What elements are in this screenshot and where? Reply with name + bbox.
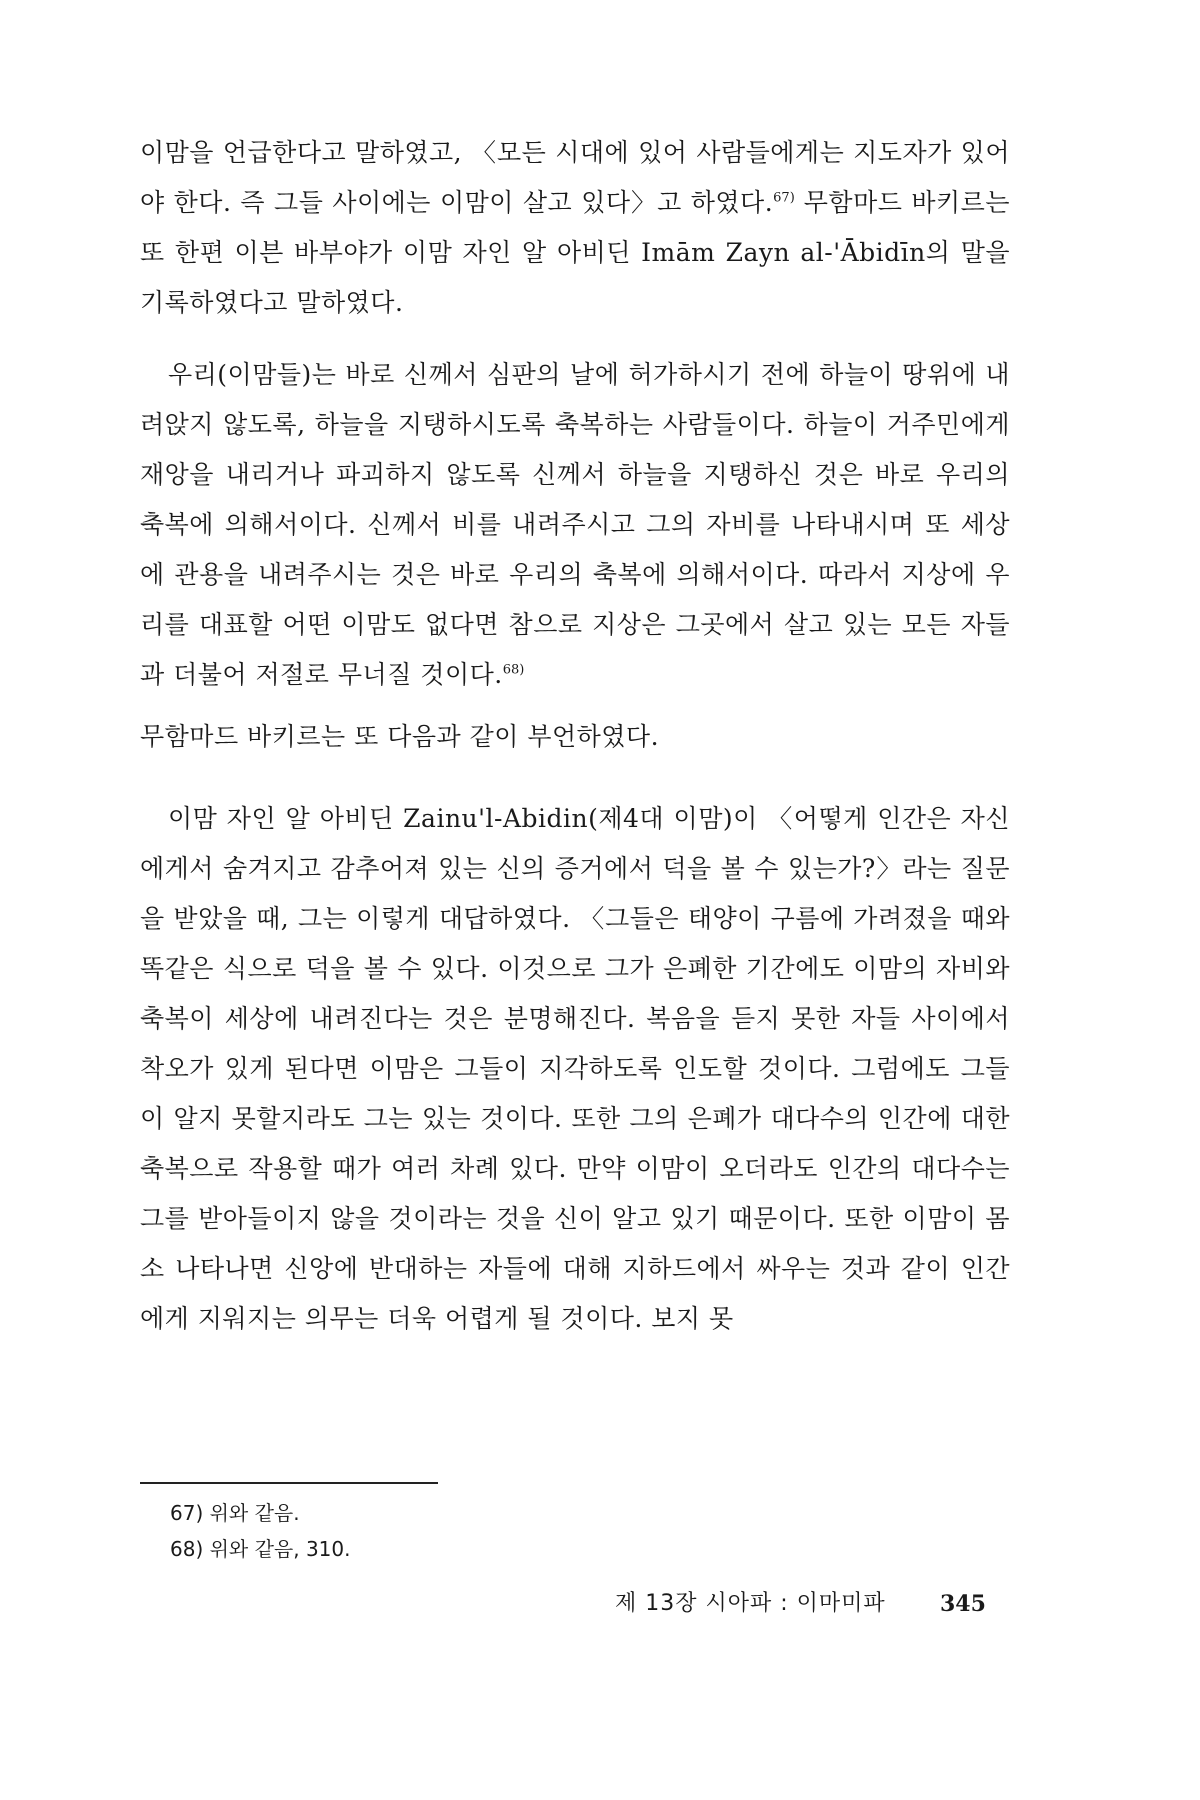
footnote-68: 68) 위와 같음, 310. [170,1537,351,1561]
footnote-ref-68: 68) [502,662,525,678]
footnote-divider [140,1482,438,1484]
paragraph-3 [140,712,1010,762]
paragraph-1-text-after: 무함마드 바키르는 또 한편 이븐 바부야가 이맘 자인 알 아비딘 Imām Zayn al-'Ābidīn의 말을 기록하였다고 말하였다. [140,188,1010,317]
paragraph-2-quote [140,350,1010,700]
paragraph-4-text: 이맘 자인 알 아비딘 Zainu'l-Abidin(제4대 이맘)이 〈어떻게 인간은 자신에게서 숨겨지고 감추어져 있는 신의 증거에서 덕을 볼 수 있는가?〉라는 질문을 받았을 때, 그는 이렇게 대답하였다. 〈그들은 태양이 구름에 가려졌을 때와 똑같은 식으로 덕을 볼 수 있다. 이것으로 그가 은폐한 기간에도 이맘의 자비와 축복이 세상에 내려진다는 것은 분명해진다. 복음을 듣지 못한 자들 사이에서 착오가 있게 된다면 이맘은 그들이 지각하도록 인도할 것이다. 그럼에도 그들이 알지 못할지라도 그는 있는 것이다. 또한 그의 은폐가 대다수의 인간에 대한 축복으로 작용할 때가 여러 차례 있다. 만약 이맘이 오더라도 인간의 대다수는 그를 받아들이지 않을 것이라는 것을 신이 알고 있기 때문이다. 또한 이맘이 몸소 나타나면 신앙에 반대하는 자들에 대해 지하드에서 싸우는 것과 같이 인간에게 지워지는 의무는 더욱 어렵게 될 것이다. 보지 못 [140,804,1010,1333]
footnote-ref-67: 67) [773,190,795,206]
paragraph-3-text: 무함마드 바키르는 또 다음과 같이 부언하였다. [140,722,660,751]
paragraph-4-quote [140,794,1010,1344]
paragraph-1-text: 이맘을 언급한다고 말하였고, 〈모든 시대에 있어 사람들에게는 지도자가 있어야 한다. 즉 그들 사이에는 이맘이 살고 있다〉고 하였다. [140,138,1010,217]
paragraph-2-text: 우리(이맘들)는 바로 신께서 심판의 날에 허가하시기 전에 하늘이 땅위에 내려앉지 않도록, 하늘을 지탱하시도록 축복하는 사람들이다. 하늘이 거주민에게 재앙을 내리거나 파괴하지 않도록 신께서 하늘을 지탱하신 것은 바로 우리의 축복에 의해서이다. 신께서 비를 내려주시고 그의 자비를 나타내시며 또 세상에 관용을 내려주시는 것은 바로 우리의 축복에 의해서이다. 따라서 지상에 우리를 대표할 어떤 이맘도 없다면 참으로 지상은 그곳에서 살고 있는 모든 자들과 더불어 저절로 무너질 것이다. [140,360,1010,689]
footnote-67: 67) 위와 같음. [170,1501,300,1525]
page-number: 345 [940,1591,986,1617]
paragraph-1 [140,128,1010,328]
running-footer-title: 제 13장 시아파 : 이마미파 [615,1591,886,1616]
